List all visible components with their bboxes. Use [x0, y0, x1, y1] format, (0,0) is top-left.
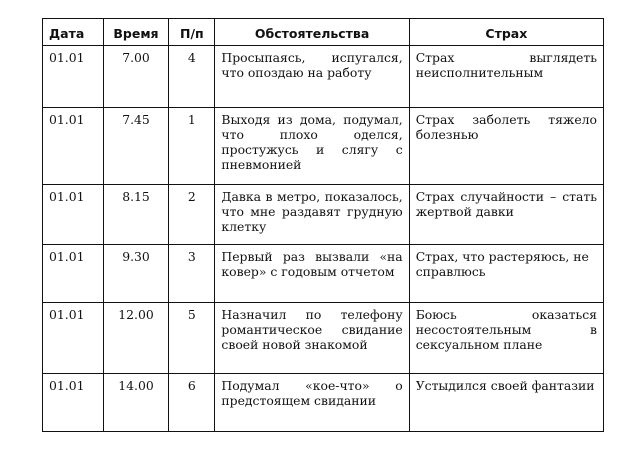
table-row: [43, 374, 604, 432]
cell-fear: Страх выглядеть неисполнительным: [409, 46, 603, 108]
cell-time: 7.45: [103, 108, 169, 185]
cell-date: 01.01: [43, 108, 104, 185]
cell-time: 12.00: [103, 303, 169, 374]
cell-date: 01.01: [43, 46, 104, 108]
cell-circumstances: Назначил по телефону романтическое свидание своей новой знакомой: [215, 303, 409, 374]
header-time: Время: [103, 19, 169, 46]
table-row: [43, 185, 604, 245]
table-row: [43, 108, 604, 185]
cell-time: 9.30: [103, 245, 169, 303]
page: [42, 18, 604, 432]
cell-number: 4: [169, 46, 215, 108]
header-date: Дата: [43, 19, 104, 46]
cell-date: 01.01: [43, 303, 104, 374]
table-row: [43, 46, 604, 108]
cell-fear: Страх случайности – стать жертвой давки: [409, 185, 603, 245]
cell-fear: Устыдился своей фантазии: [409, 374, 603, 432]
cell-time: 8.15: [103, 185, 169, 245]
cell-fear: Страх заболеть тяжело болезнью: [409, 108, 603, 185]
cell-circumstances: Подумал «кое-что» о предстоящем свидании: [215, 374, 409, 432]
header-circumstances: Обстоятельства: [215, 19, 409, 46]
cell-date: 01.01: [43, 185, 104, 245]
cell-time: 14.00: [103, 374, 169, 432]
cell-date: 01.01: [43, 374, 104, 432]
cell-circumstances: Давка в метро, показалось, что мне раздавят грудную клетку: [215, 185, 409, 245]
cell-circumstances: Первый раз вызвали «на ковер» с годовым отчетом: [215, 245, 409, 303]
cell-time: 7.00: [103, 46, 169, 108]
header-number: П/п: [169, 19, 215, 46]
cell-circumstances: Просыпаясь, испугался, что опоздаю на работу: [215, 46, 409, 108]
cell-circumstances: Выходя из дома, подумал, что плохо оделся, простужусь и слягу с пневмонией: [215, 108, 409, 185]
fear-journal-table: [42, 18, 604, 432]
cell-fear: Боюсь оказаться несостоятельным в сексуальном плане: [409, 303, 603, 374]
table-header-row: [43, 19, 604, 46]
header-fear: Страх: [409, 19, 603, 46]
table-row: [43, 245, 604, 303]
cell-number: 3: [169, 245, 215, 303]
cell-fear: Страх, что растеряюсь, не справлюсь: [409, 245, 603, 303]
table-row: [43, 303, 604, 374]
cell-number: 2: [169, 185, 215, 245]
cell-number: 5: [169, 303, 215, 374]
cell-date: 01.01: [43, 245, 104, 303]
cell-number: 6: [169, 374, 215, 432]
cell-number: 1: [169, 108, 215, 185]
